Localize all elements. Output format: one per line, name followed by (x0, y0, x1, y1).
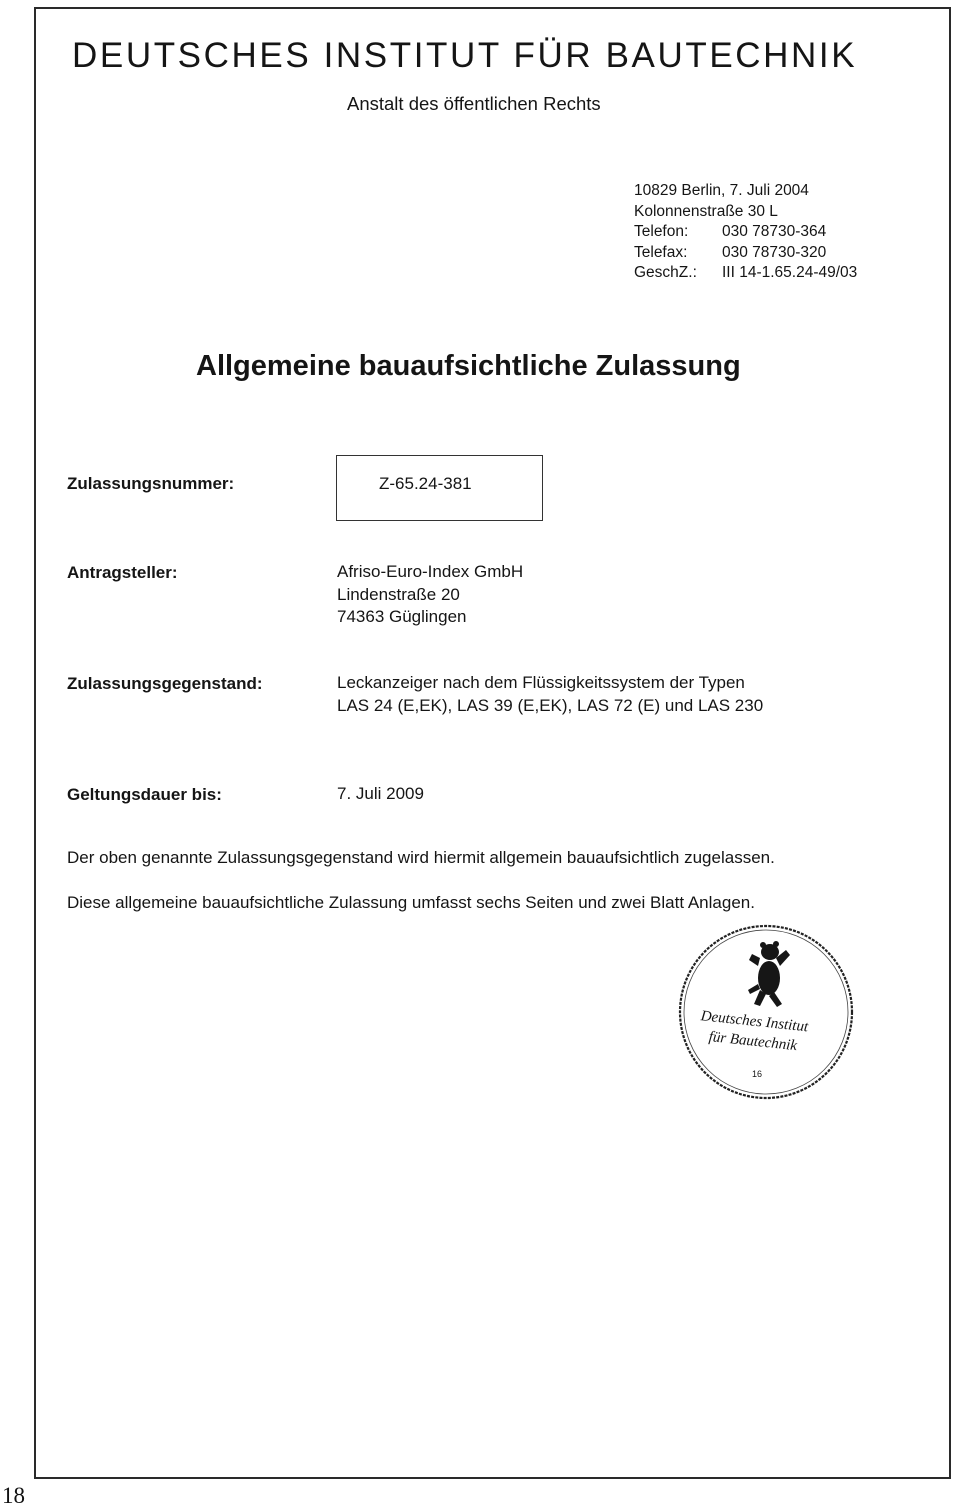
fax-label: Telefax: (634, 243, 688, 261)
address-fax-row (634, 243, 857, 264)
subject-line-2: LAS 24 (E,EK), LAS 39 (E,EK), LAS 72 (E) und LAS 230 (337, 695, 764, 715)
fax-value: 030 78730-320 (722, 243, 827, 261)
address-ref-row (634, 263, 857, 284)
phone-value: 030 78730-364 (722, 223, 827, 240)
berlin-bear-icon (748, 941, 790, 1007)
applicant-street: Lindenstraße 20 (337, 584, 460, 604)
phone-label: Telefon: (634, 223, 689, 240)
approval-number-box (336, 455, 543, 521)
document-title: Allgemeine bauaufsichtliche Zulassung (196, 350, 741, 382)
approval-number-label: Zulassungsnummer: (67, 474, 235, 493)
applicant-label: Antragsteller: (67, 563, 178, 582)
reference-label: GeschZ.: (634, 264, 697, 281)
validity-label: Geltungsdauer bis: (67, 785, 222, 804)
page-number: 18 (2, 1483, 25, 1508)
statement-scope: Diese allgemeine bauaufsichtliche Zulassung umfasst sechs Seiten und zwei Blatt Anlagen. (67, 893, 755, 912)
seal-text-line-2: für Bautechnik (707, 1029, 798, 1055)
applicant-city: 74363 Güglingen (337, 607, 467, 626)
subject-line-1: Leckanzeiger nach dem Flüssigkeitssystem der Typen (337, 673, 745, 692)
reference-value: III 14-1.65.24-49/03 (722, 264, 858, 281)
approval-number-value: Z-65.24-381 (379, 474, 472, 493)
address-date-line: 10829 Berlin, 7. Juli 2004 (634, 182, 809, 199)
validity-value: 7. Juli 2009 (337, 784, 424, 803)
institute-seal (674, 922, 858, 1102)
seal-text-line-1: Deutsches Institut (699, 1008, 809, 1036)
subject-label: Zulassungsgegenstand: (67, 674, 263, 693)
address-block (634, 181, 857, 284)
institute-name: DEUTSCHES INSTITUT FÜR BAUTECHNIK (72, 36, 858, 75)
address-phone-row (634, 222, 857, 243)
seal-number: 16 (752, 1069, 763, 1079)
applicant-address (337, 561, 523, 629)
institute-subtitle: Anstalt des öffentlichen Rechts (347, 93, 601, 114)
statement-approval: Der oben genannte Zulassungsgegenstand wird hiermit allgemein bauaufsichtlich zugelassen. (67, 848, 775, 867)
subject-description (337, 672, 763, 717)
address-street-line: Kolonnenstraße 30 L (634, 202, 778, 220)
applicant-name: Afriso-Euro-Index GmbH (337, 562, 524, 581)
